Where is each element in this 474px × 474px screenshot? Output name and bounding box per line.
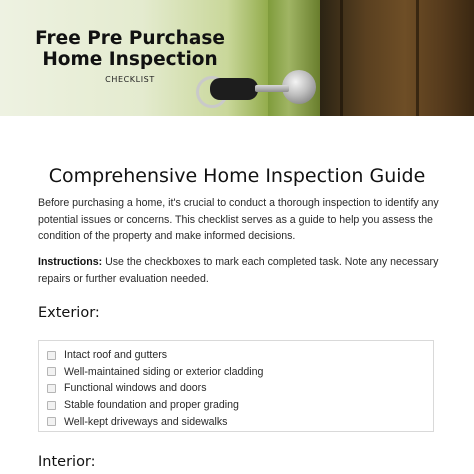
checklist-item[interactable] <box>47 380 433 397</box>
checklist-item[interactable] <box>47 397 433 414</box>
instructions-paragraph <box>38 254 442 287</box>
header-banner <box>0 0 474 116</box>
banner-title-line-2: Home Inspection <box>42 49 218 70</box>
exterior-heading: Exterior: <box>38 305 100 321</box>
instructions-label: Instructions: <box>38 256 103 268</box>
instructions-text: Use the checkboxes to mark each completed task. Note any necessary repairs or further evaluation needed. <box>38 256 439 285</box>
checkbox[interactable] <box>47 367 56 376</box>
checklist-item[interactable] <box>47 364 433 381</box>
checklist-item[interactable] <box>47 413 433 430</box>
checkbox[interactable] <box>47 351 56 360</box>
checklist-item-label: Intact roof and gutters <box>64 349 168 362</box>
checklist-item-label: Well-kept driveways and sidewalks <box>64 415 228 428</box>
exterior-checklist <box>38 340 434 432</box>
page-title: Comprehensive Home Inspection Guide <box>48 165 426 187</box>
checkbox[interactable] <box>47 417 56 426</box>
key-blade-photo <box>255 85 289 92</box>
checklist-item[interactable] <box>47 347 433 364</box>
door-panel-line <box>340 0 343 116</box>
door-photo <box>320 0 474 116</box>
interior-heading: Interior: <box>38 454 96 470</box>
checklist-item-label: Stable foundation and proper grading <box>64 399 239 412</box>
banner-title <box>20 28 240 70</box>
banner-subtitle: CHECKLIST <box>105 75 155 84</box>
checkbox[interactable] <box>47 401 56 410</box>
checklist-item-label: Well-maintained siding or exterior cladding <box>64 365 264 378</box>
banner-title-line-1: Free Pre Purchase <box>35 28 225 49</box>
checkbox[interactable] <box>47 384 56 393</box>
intro-paragraph: Before purchasing a home, it's crucial to conduct a thorough inspection to identify any potential issues or concerns. This checklist serves as a guide to help you assess the condition of the property and make informed decisions. <box>38 197 439 242</box>
checklist-item-label: Functional windows and doors <box>64 382 207 395</box>
door-panel-line <box>416 0 419 116</box>
